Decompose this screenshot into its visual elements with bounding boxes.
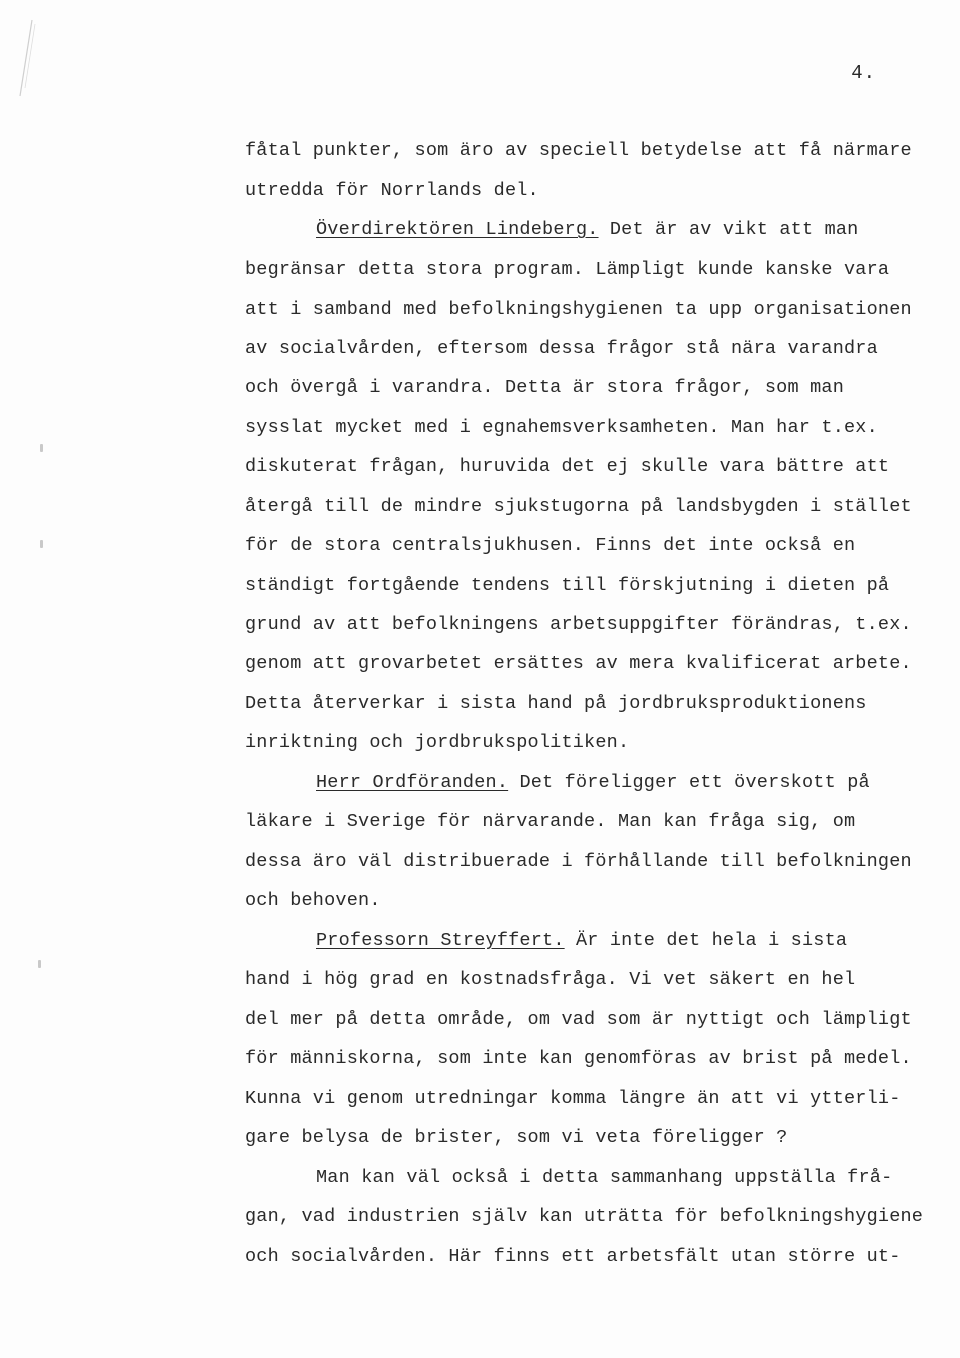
text-line: dessa äro väl distribuerade i förhållande till befolkningen (245, 851, 912, 872)
text-line: Detta återverkar i sista hand på jordbruksproduktionens (245, 693, 867, 714)
text-line: gare belysa de brister, som vi veta föreligger ? (245, 1127, 788, 1148)
text-line: gan, vad industrien själv kan uträtta för befolkningshygiene (245, 1206, 924, 1227)
margin-mark (40, 540, 43, 548)
speaker-name: Överdirektören Lindeberg. (316, 219, 599, 240)
text-line: diskuterat frågan, huruvida det ej skulle vara bättre att (245, 456, 890, 477)
text-line: grund av att befolkningens arbetsuppgifter förändras, t.ex. (245, 614, 912, 635)
text-line: del mer på detta område, om vad som är nyttigt och lämpligt (245, 1009, 912, 1030)
text-line: av socialvården, eftersom dessa frågor stå nära varandra (245, 338, 878, 359)
text-line: utredda för Norrlands del. (245, 180, 539, 201)
page-number: 4. (851, 62, 876, 84)
text-line: genom att grovarbetet ersättes av mera kvalificerat arbete. (245, 653, 912, 674)
text-line: och socialvården. Här finns ett arbetsfält utan större ut- (245, 1246, 901, 1267)
margin-mark (38, 960, 41, 968)
speaker-line (316, 771, 870, 795)
paper-edge-mark (8, 18, 38, 98)
text-line: inriktning och jordbrukspolitiken. (245, 732, 630, 753)
text-line: att i samband med befolkningshygienen ta upp organisationen (245, 299, 912, 320)
text-line: ständigt fortgående tendens till förskjutning i dieten på (245, 575, 890, 596)
text-line: sysslat mycket med i egnahemsverksamheten. Man har t.ex. (245, 417, 878, 438)
speech-text: Det föreligger ett överskott på (508, 772, 870, 793)
text-line: fåtal punkter, som äro av speciell betydelse att få närmare (245, 140, 912, 161)
text-line: begränsar detta stora program. Lämpligt kunde kanske vara (245, 259, 890, 280)
speech-text: Det är av vikt att man (598, 219, 859, 240)
speaker-name: Professorn Streyffert. (316, 930, 565, 951)
text-line: Man kan väl också i detta sammanhang uppställa frå- (316, 1167, 893, 1188)
text-line: hand i hög grad en kostnadsfråga. Vi vet säkert en hel (245, 969, 856, 990)
text-line: och behoven. (245, 890, 381, 911)
text-line: och övergå i varandra. Detta är stora frågor, som man (245, 377, 844, 398)
text-line: för de stora centralsjukhusen. Finns det inte också en (245, 535, 856, 556)
speaker-line (316, 218, 859, 242)
text-line: för människorna, som inte kan genomföras av brist på medel. (245, 1048, 912, 1069)
speech-text: Är inte det hela i sista (564, 930, 848, 951)
margin-mark (40, 444, 43, 452)
text-line: Kunna vi genom utredningar komma längre än att vi ytterli- (245, 1088, 901, 1109)
text-line: läkare i Sverige för närvarande. Man kan fråga sig, om (245, 811, 856, 832)
speaker-name: Herr Ordföranden. (316, 772, 509, 793)
speaker-line (316, 929, 847, 953)
text-line: återgå till de mindre sjukstugorna på landsbygden i stället (245, 496, 912, 517)
